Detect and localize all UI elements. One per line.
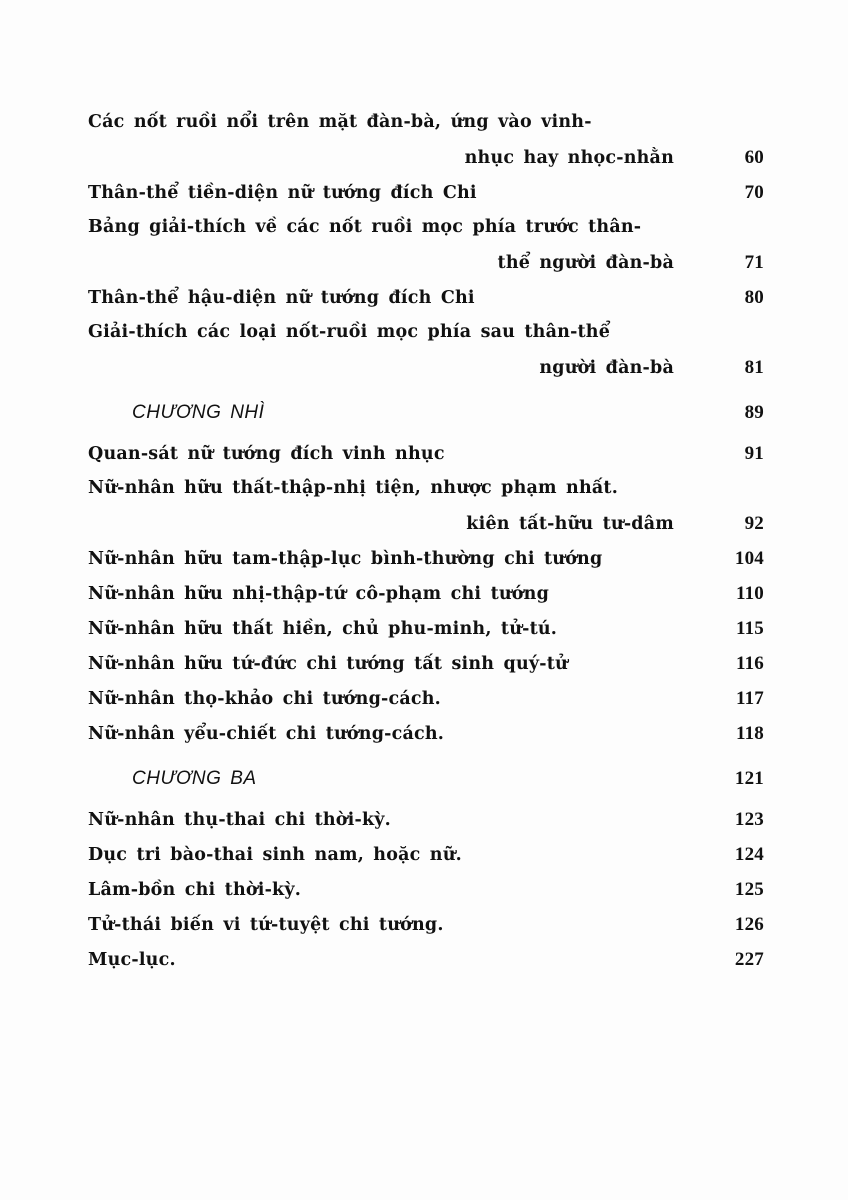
page-number: 227 xyxy=(734,949,764,970)
page-number: 91 xyxy=(744,443,764,464)
entry-title: Nữ-nhân hữu thất hiền, chủ phu-minh, tử-tú. xyxy=(88,619,558,639)
entry-title-continuation: kiên tất-hữu tư-dâm xyxy=(466,514,674,534)
page-number: 60 xyxy=(744,147,764,168)
entry-title-continuation: thể người đàn-bà xyxy=(497,253,674,273)
toc-entry xyxy=(88,907,764,942)
entry-title: Nữ-nhân thọ-khảo chi tướng-cách. xyxy=(88,689,441,709)
page-number: 124 xyxy=(734,844,764,865)
page-number: 104 xyxy=(734,548,764,569)
chapter-title: CHƯƠNG NHÌ xyxy=(132,402,265,423)
page-number: 71 xyxy=(744,252,764,273)
toc-entry xyxy=(88,872,764,907)
entry-title: Quan-sát nữ tướng đích vinh nhục xyxy=(88,444,445,464)
toc-entry xyxy=(88,716,764,751)
entry-title: Lâm-bồn chi thời-kỳ. xyxy=(88,880,302,900)
toc-entry xyxy=(88,436,764,471)
entry-title: Các nốt ruồi nổi trên mặt đàn-bà, ứng vào vinh- xyxy=(88,112,592,132)
page-number: 92 xyxy=(744,513,764,534)
page-number: 115 xyxy=(735,618,764,639)
page-number: 80 xyxy=(744,287,764,308)
toc-entry xyxy=(88,175,764,210)
page-number: 81 xyxy=(744,357,764,378)
page-number: 126 xyxy=(734,914,764,935)
entry-title-continuation: người đàn-bà xyxy=(539,358,674,378)
page-number: 118 xyxy=(735,723,764,744)
entry-title: Thân-thể hậu-diện nữ tướng đích Chi xyxy=(88,288,475,308)
toc-entry xyxy=(88,837,764,872)
page-number: 70 xyxy=(744,182,764,203)
chapter-heading xyxy=(88,761,764,796)
toc-entry xyxy=(88,315,764,385)
page-number: 110 xyxy=(735,583,764,604)
toc-entry xyxy=(88,541,764,576)
toc-entry xyxy=(88,942,764,977)
entry-title: Mục-lục. xyxy=(88,950,176,970)
page-number: 123 xyxy=(734,809,764,830)
toc-entry xyxy=(88,681,764,716)
page-number: 121 xyxy=(734,768,764,789)
entry-title: Thân-thể tiền-diện nữ tướng đích Chi xyxy=(88,183,477,203)
chapter-heading xyxy=(88,395,764,430)
toc-entry xyxy=(88,105,764,175)
page-number: 117 xyxy=(735,688,764,709)
entry-title: Bảng giải-thích về các nốt ruồi mọc phía trước thân- xyxy=(88,217,642,237)
entry-title: Nữ-nhân hữu nhị-thập-tứ cô-phạm chi tướng xyxy=(88,584,550,604)
toc-entry xyxy=(88,471,764,541)
entry-title: Dục tri bào-thai sinh nam, hoặc nữ. xyxy=(88,845,462,865)
page-number: 125 xyxy=(734,879,764,900)
toc-entry xyxy=(88,576,764,611)
page-number: 116 xyxy=(735,653,764,674)
toc-entry xyxy=(88,611,764,646)
entry-title: Nữ-nhân hữu tam-thập-lục bình-thường chi tướng xyxy=(88,549,603,569)
entry-title-continuation: nhục hay nhọc-nhằn xyxy=(464,148,674,168)
entry-title: Nữ-nhân hữu tứ-đức chi tướng tất sinh quý-tử xyxy=(88,654,568,674)
toc-entry xyxy=(88,210,764,280)
entry-title: Giải-thích các loại nốt-ruồi mọc phía sau thân-thể xyxy=(88,322,611,342)
toc-entry xyxy=(88,280,764,315)
entry-title: Nữ-nhân yểu-chiết chi tướng-cách. xyxy=(88,724,445,744)
entry-title: Nữ-nhân thụ-thai chi thời-kỳ. xyxy=(88,810,391,830)
toc-entry xyxy=(88,646,764,681)
entry-title: Nữ-nhân hữu thất-thập-nhị tiện, nhược phạm nhất. xyxy=(88,478,619,498)
chapter-title: CHƯƠNG BA xyxy=(132,768,257,789)
table-of-contents xyxy=(88,105,764,977)
entry-title: Tử-thái biến vi tứ-tuyệt chi tướng. xyxy=(88,915,444,935)
page-number: 89 xyxy=(744,402,764,423)
toc-entry xyxy=(88,802,764,837)
